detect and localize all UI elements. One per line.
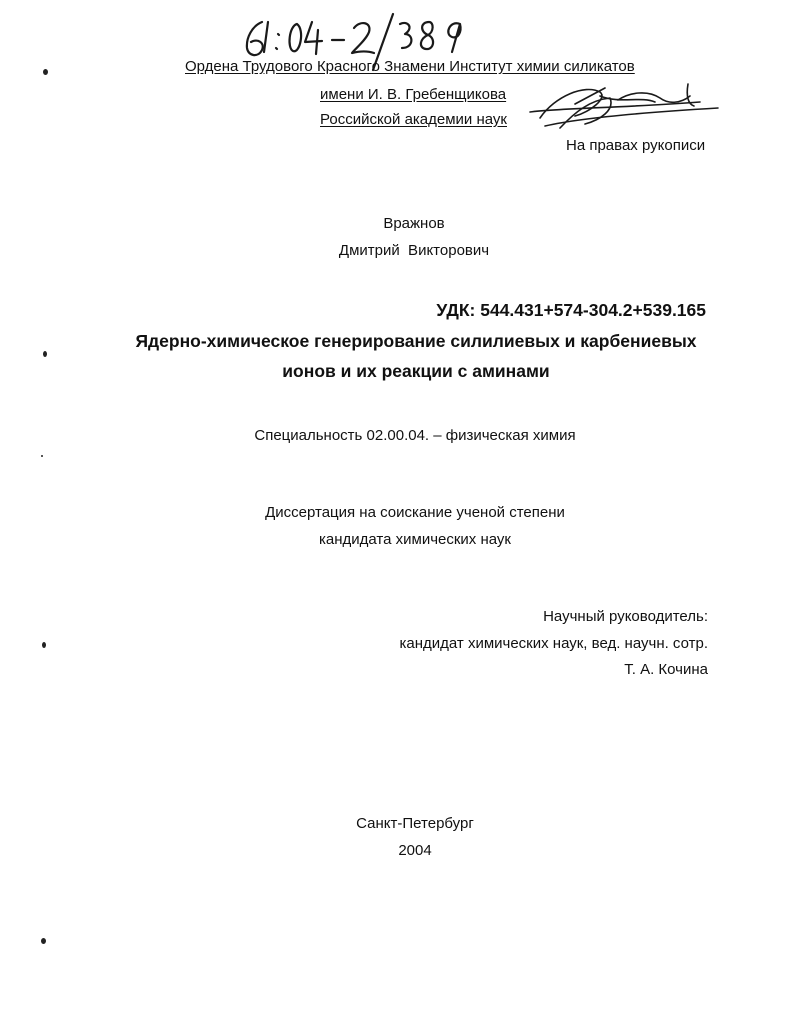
- scan-speck: [41, 455, 43, 457]
- institute-line-3: Российской академии наук: [320, 111, 507, 128]
- city: Санкт-Петербург: [356, 815, 474, 832]
- author-given-names: Дмитрий Викторович: [338, 242, 490, 259]
- institute-line-2: имени И. В. Гребенщикова: [320, 86, 507, 103]
- rights-notice: На правах рукописи: [566, 137, 706, 154]
- scan-speck: [42, 642, 46, 648]
- supervisor-name: Т. А. Кочина: [624, 661, 708, 678]
- scan-speck: [41, 938, 46, 944]
- scan-speck: [43, 69, 48, 75]
- year: 2004: [398, 842, 432, 859]
- institute-line-1: Ордена Трудового Красного Знамени Институт химии силикатов: [185, 58, 635, 75]
- supervisor-heading: Научный руководитель:: [543, 608, 708, 625]
- thesis-title-line-2: ионов и их реакции с аминами: [282, 361, 550, 381]
- thesis-title-line-1: Ядерно-химическое генерирование силилиевых и карбениевых: [135, 331, 697, 351]
- author-surname: Вражнов: [383, 215, 445, 232]
- udc-code: УДК: 544.431+574-304.2+539.165: [436, 300, 706, 320]
- supervisor-position: кандидат химических наук, вед. научн. сотр.: [399, 635, 708, 652]
- degree-line-1: Диссертация на соискание ученой степени: [265, 504, 565, 521]
- degree-line-2: кандидата химических наук: [319, 531, 511, 548]
- specialty: Специальность 02.00.04. – физическая химия: [254, 427, 576, 444]
